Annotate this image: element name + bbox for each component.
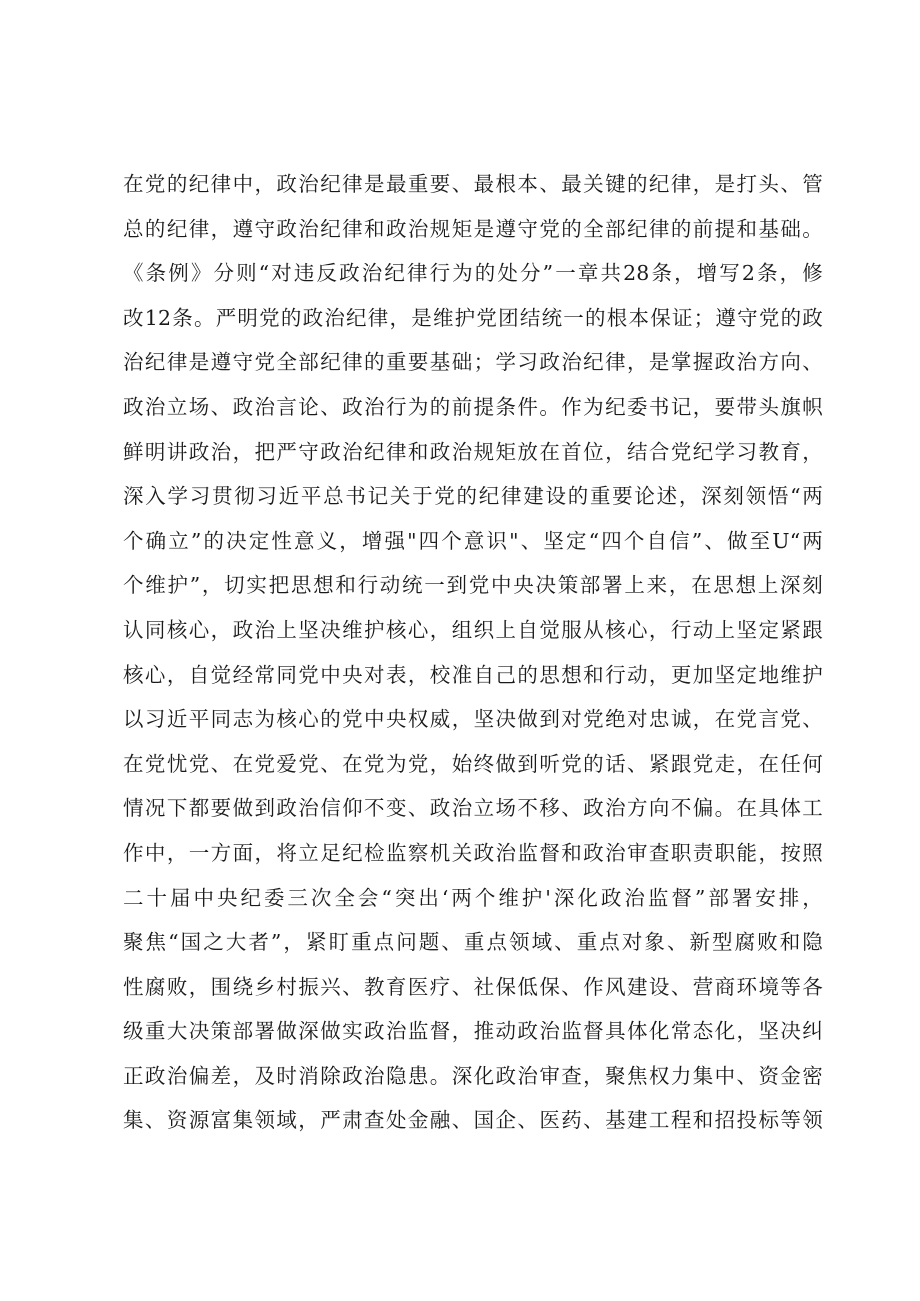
body-paragraph <box>123 162 823 1143</box>
text-line: 以习近平同志为核心的党中央权威，坚决做到对党绝对忠诚，在党言党、 <box>123 707 823 732</box>
text-line: 在党的纪律中，政治纪律是最重要、最根本、最关键的纪律，是打头、管 <box>123 172 823 196</box>
text-line: 政治立场、政治言论、政治行为的前提条件。作为纪委书记，要带头旗帜 <box>123 394 823 419</box>
text-line: 作中，一方面，将立足纪检监察机关政治监督和政治审查职责职能，按照 <box>123 840 823 865</box>
text-line: 治纪律是遵守党全部纪律的重要基础；学习政治纪律，是掌握政治方向、 <box>123 350 823 375</box>
text-line: 认同核心，政治上坚决维护核心，组织上自觉服从核心，行动上坚定紧跟 <box>123 617 823 642</box>
text-line: 集、资源富集领域，严肃查处金融、国企、医药、基建工程和招投标等领 <box>123 1108 823 1133</box>
text-line: 级重大决策部署做深做实政治监督，推动政治监督具体化常态化，坚决纠 <box>123 1019 823 1044</box>
text-line: 总的纪律，遵守政治纪律和政治规矩是遵守党的全部纪律的前提和基础。 <box>123 216 823 241</box>
text-line: 性腐败，围绕乡村振兴、教育医疗、社保低保、作风建设、营商环境等各 <box>123 974 823 999</box>
text-line: 改12条。严明党的政治纪律，是维护党团结统一的根本保证；遵守党的政 <box>123 305 823 330</box>
text-line: 核心，自觉经常同党中央对表，校准自己的思想和行动，更加坚定地维护 <box>123 662 823 687</box>
text-line: 《条例》分则“对违反政治纪律行为的处分”一章共28条，增写2条，修 <box>123 261 823 286</box>
text-line: 鲜明讲政治，把严守政治纪律和政治规矩放在首位，结合党纪学习教育， <box>123 439 823 464</box>
text-line: 在党忧党、在党爱党、在党为党，始终做到听党的话、紧跟党走，在任何 <box>123 751 823 776</box>
text-line: 正政治偏差，及时消除政治隐患。深化政治审查，聚焦权力集中、资金密 <box>123 1063 823 1088</box>
text-line: 个维护”，切实把思想和行动统一到党中央决策部署上来，在思想上深刻 <box>123 573 823 598</box>
text-line: 情况下都要做到政治信仰不变、政治立场不移、政治方向不偏。在具体工 <box>123 796 823 821</box>
text-line: 深入学习贯彻习近平总书记关于党的纪律建设的重要论述，深刻领悟“两 <box>123 484 823 509</box>
text-line: 个确立”的决定性意义，增强"四个意识"、坚定“四个自信”、做至U“两 <box>123 528 823 553</box>
text-line: 二十届中央纪委三次全会“突出‘两个维护'深化政治监督”部署安排， <box>123 885 823 910</box>
text-line: 聚焦“国之大者”，紧盯重点问题、重点领域、重点对象、新型腐败和隐 <box>123 930 823 955</box>
